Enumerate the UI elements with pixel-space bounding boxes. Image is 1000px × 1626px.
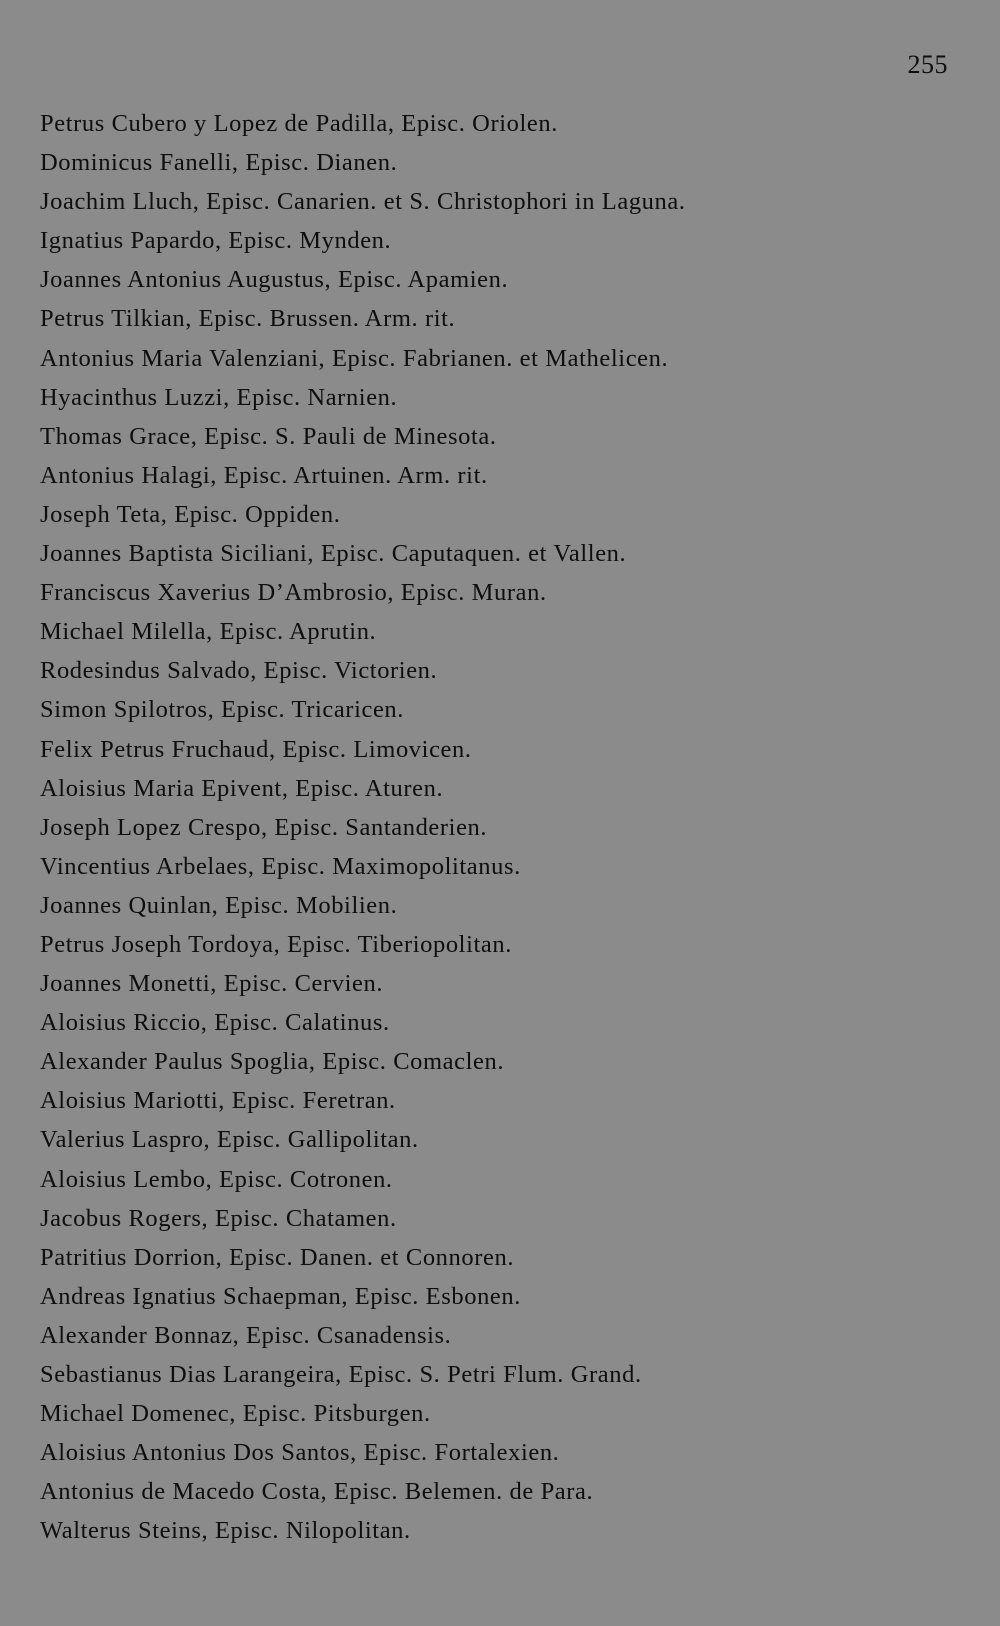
list-item: Sebastianus Dias Larangeira, Episc. S. Petri Flum. Grand. (40, 1361, 642, 1388)
list-item: Patritius Dorrion, Episc. Danen. et Connoren. (40, 1243, 515, 1271)
list-item: Thomas Grace, Episc. S. Pauli de Minesota. (40, 422, 497, 450)
list-item: Jacobus Rogers, Episc. Chatamen. (40, 1204, 397, 1232)
list-item: Michael Milella, Episc. Aprutin. (40, 618, 377, 646)
list-item: Michael Domenec, Episc. Pitsburgen. (40, 1400, 431, 1428)
list-item: Joseph Lopez Crespo, Episc. Santanderien. (40, 813, 488, 841)
list-item: Aloisius Mariotti, Episc. Feretran. (40, 1087, 396, 1115)
bishops-list (40, 104, 940, 1550)
list-item: Hyacinthus Luzzi, Episc. Narnien. (40, 383, 398, 411)
list-item: Aloisius Antonius Dos Santos, Episc. Fortalexien. (40, 1439, 560, 1467)
list-item: Franciscus Xaverius D’Ambrosio, Episc. Muran. (40, 579, 547, 607)
list-item: Aloisius Riccio, Episc. Calatinus. (40, 1009, 390, 1037)
list-item: Petrus Joseph Tordoya, Episc. Tiberiopolitan. (40, 930, 512, 958)
list-item: Dominicus Fanelli, Episc. Dianen. (40, 149, 398, 177)
list-item: Joannes Quinlan, Episc. Mobilien. (40, 891, 398, 919)
list-item: Rodesindus Salvado, Episc. Victorien. (40, 657, 438, 685)
list-item: Antonius Halagi, Episc. Artuinen. Arm. rit. (40, 461, 488, 489)
list-item: Vincentius Arbelaes, Episc. Maximopolitanus. (40, 852, 521, 880)
list-item: Walterus Steins, Episc. Nilopolitan. (40, 1517, 411, 1545)
list-item: Joannes Baptista Siciliani, Episc. Caputaquen. et Vallen. (40, 540, 627, 568)
list-item: Aloisius Maria Epivent, Episc. Aturen. (40, 774, 444, 802)
list-item: Petrus Tilkian, Episc. Brussen. Arm. rit. (40, 305, 456, 333)
list-item: Petrus Cubero y Lopez de Padilla, Episc. Oriolen. (40, 110, 558, 137)
list-item: Valerius Laspro, Episc. Gallipolitan. (40, 1126, 419, 1154)
list-item: Alexander Bonnaz, Episc. Csanadensis. (40, 1321, 452, 1349)
list-item: Felix Petrus Fruchaud, Episc. Limovicen. (40, 735, 472, 763)
list-item: Antonius Maria Valenziani, Episc. Fabrianen. et Mathelicen. (40, 344, 669, 372)
list-item: Alexander Paulus Spoglia, Episc. Comaclen. (40, 1048, 505, 1076)
page-number: 255 (907, 50, 948, 79)
list-item: Joannes Monetti, Episc. Cervien. (40, 970, 384, 998)
list-item: Simon Spilotros, Episc. Tricaricen. (40, 696, 404, 724)
list-item: Joseph Teta, Episc. Oppiden. (40, 500, 341, 528)
list-item: Aloisius Lembo, Episc. Cotronen. (40, 1165, 393, 1193)
list-item: Andreas Ignatius Schaepman, Episc. Esbonen. (40, 1282, 521, 1310)
list-item: Antonius de Macedo Costa, Episc. Belemen. de Para. (40, 1478, 594, 1506)
list-item: Joachim Lluch, Episc. Canarien. et S. Christophori in Laguna. (40, 188, 686, 216)
list-item: Joannes Antonius Augustus, Episc. Apamien. (40, 266, 509, 294)
list-item: Ignatius Papardo, Episc. Mynden. (40, 227, 392, 255)
